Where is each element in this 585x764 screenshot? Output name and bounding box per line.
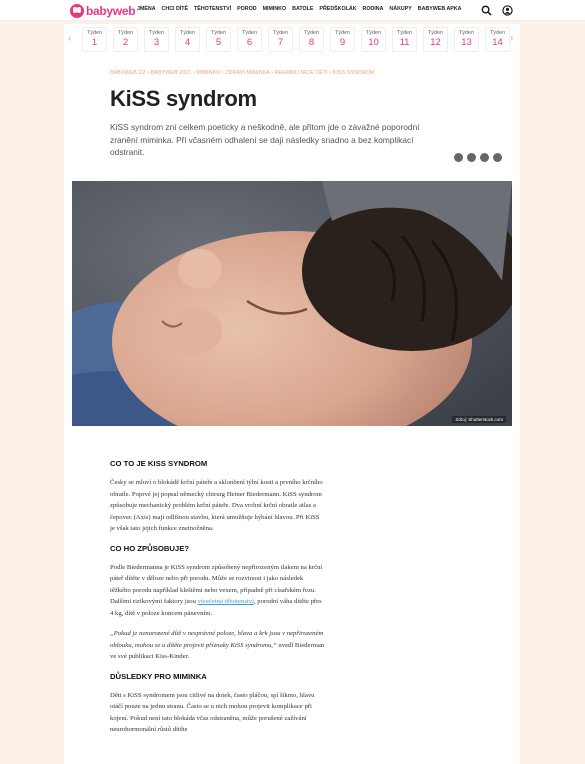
week-tile[interactable] — [423, 27, 448, 52]
section-paragraph: Česky se mluví o blokádě krční páteře a sklonbení týlní kosti a prvního krčního obratle. Poprvé jej popsal německý chirurg Heiner Biedermann. KiSS syndrom způsobuje mechanický problém krční páteře. Dva vrchní krční obratle atlas a čepovec (Axis) mají odlišnou stavbu, která umožňuje hýbání hlavou. Při KiSS je však tato jejich funkce zneinožněna. — [110, 479, 323, 532]
menu-item-batole[interactable]: BATOLE — [292, 6, 314, 12]
section-paragraph: Děti s KiSS syndromem jsou citlivé na dotek, často pláčou, spí šikmo, hlavu otáčí pouze na jednu stranu. Často se u nich mohou projevit komplikace při kojení. Pokud není tato blokáda včas odstraněna, může porušené zažívání neurohormonální růstů dítěte — [110, 691, 315, 733]
week-tile[interactable] — [361, 27, 386, 52]
paragraph-text: uvedl Biederman ve své publikaci Kiss-Kinder. — [110, 641, 325, 660]
menu-item-babyweb-apka[interactable]: BABYWEB APKA — [417, 6, 462, 12]
photo-credit: Zdroj: Shutterstock.com — [452, 416, 506, 423]
paragraph-text: Podle Biedermanna je KiSS syndrom způsobený nepřirozeným tlakem na krční páteř dítěte v děloze nebo při porodu. Může se rozvinout i jako následek těžkého porodu například kleštěmi nebo vexem, případně při císařském řezu. Dalšími rizikovými faktory jsou — [110, 563, 323, 605]
menu-item-nakupy[interactable]: NÁKUPY — [389, 6, 412, 12]
section-paragraph — [110, 562, 325, 620]
article-photo — [72, 181, 512, 426]
week-number: 12 — [430, 37, 441, 48]
twitter-icon[interactable] — [467, 153, 476, 162]
menu-item-porod[interactable]: POROD — [237, 6, 257, 12]
week-number: 2 — [122, 37, 129, 48]
inline-link[interactable]: vícečetná těhotenství — [197, 598, 254, 605]
section-heading: CO TO JE KISS SYNDROM — [110, 459, 208, 468]
week-label: Týden — [489, 30, 506, 36]
article-perex: KiSS syndrom zní celkem poeticky a neškodně, ale přitom jde o závažné poporodní zranění miminka. Při včasném odhalení se dají následky snadno a bez komplikací odstranit. — [110, 122, 420, 157]
menu-item-miminko[interactable]: MIMINKO — [262, 6, 287, 12]
pinterest-icon[interactable] — [480, 153, 489, 162]
week-number: 10 — [368, 37, 379, 48]
week-tile[interactable] — [330, 27, 355, 52]
share-buttons — [454, 153, 502, 162]
week-tile[interactable] — [485, 27, 510, 52]
menu-item-rodina[interactable]: RODINA — [362, 6, 384, 12]
week-label: Týden — [179, 30, 196, 36]
week-number: 7 — [277, 37, 284, 48]
baby-photo-illustration — [72, 181, 512, 426]
user-icon[interactable] — [502, 5, 513, 16]
quote-text: „Pokud je nenarozené dítě v nesprávné poloze, hlava a krk jsou v nepřirozeném oblouku, mohou se u dítěte projevit příznaky KiSS syndromu,“ — [110, 630, 324, 649]
logo-text: babyweb — [86, 3, 136, 18]
week-label: Týden — [117, 30, 134, 36]
week-number: 14 — [492, 37, 503, 48]
paragraph-text: , porodní váha dítěte přes 4 kg, dítě v poloze koncem pánevním. — [110, 598, 322, 617]
week-number: 6 — [246, 37, 253, 48]
breadcrumb[interactable]: BABYWEB.CZ › BABYWEB 2021 › MIMINKO › ZDRAVÍ MIMINKA › REHABILITACE DĚTÍ › KISS SYNDROM — [110, 70, 375, 76]
menu-item-chci-dite[interactable]: CHCI DÍTĚ — [161, 6, 189, 12]
week-label: Týden — [365, 30, 382, 36]
facebook-icon[interactable] — [454, 153, 463, 162]
week-label: Týden — [396, 30, 413, 36]
week-tile[interactable] — [206, 27, 231, 52]
top-navigation — [0, 0, 585, 21]
week-label: Týden — [241, 30, 258, 36]
menu-item-tehotenstvi[interactable]: TĚHOTENSTVÍ — [194, 6, 232, 12]
week-tile[interactable] — [113, 27, 138, 52]
week-tile[interactable] — [144, 27, 169, 52]
article-body — [110, 459, 325, 745]
section-heading: DŮSLEDKY PRO MIMINKA — [110, 671, 207, 681]
week-tile[interactable] — [237, 27, 262, 52]
week-label: Týden — [427, 30, 444, 36]
chevron-left-icon[interactable]: ‹ — [68, 33, 72, 44]
week-number: 13 — [461, 37, 472, 48]
week-tile[interactable] — [82, 27, 107, 52]
week-number: 5 — [215, 37, 222, 48]
menu-item-predskolak[interactable]: PŘEDŠKOLÁK — [319, 6, 357, 12]
main-menu — [137, 6, 461, 12]
quote-paragraph — [110, 628, 325, 663]
week-tile[interactable] — [392, 27, 417, 52]
week-label: Týden — [272, 30, 289, 36]
week-tile[interactable] — [299, 27, 324, 52]
section-heading: CO HO ZPŮSOBUJE? — [110, 543, 190, 553]
article-title: KiSS syndrom — [110, 86, 257, 111]
email-icon[interactable] — [493, 153, 502, 162]
week-tile[interactable] — [175, 27, 200, 52]
week-number: 4 — [184, 37, 191, 48]
week-number: 8 — [308, 37, 315, 48]
menu-item-jmena[interactable]: JMÉNA — [137, 6, 156, 12]
week-label: Týden — [86, 30, 103, 36]
pregnancy-week-strip — [64, 24, 520, 56]
week-label: Týden — [303, 30, 320, 36]
week-number: 11 — [399, 37, 410, 48]
week-tile[interactable] — [268, 27, 293, 52]
babyweb-logo[interactable] — [70, 3, 135, 18]
week-number: 3 — [153, 37, 160, 48]
week-label: Týden — [334, 30, 351, 36]
week-label: Týden — [458, 30, 475, 36]
week-label: Týden — [210, 30, 227, 36]
week-label: Týden — [148, 30, 165, 36]
search-icon[interactable] — [481, 5, 492, 16]
chevron-right-icon[interactable]: › — [510, 33, 514, 44]
article — [64, 56, 520, 764]
logo-icon — [70, 4, 84, 18]
week-tile[interactable] — [454, 27, 479, 52]
week-number: 9 — [339, 37, 346, 48]
week-number: 1 — [91, 37, 98, 48]
